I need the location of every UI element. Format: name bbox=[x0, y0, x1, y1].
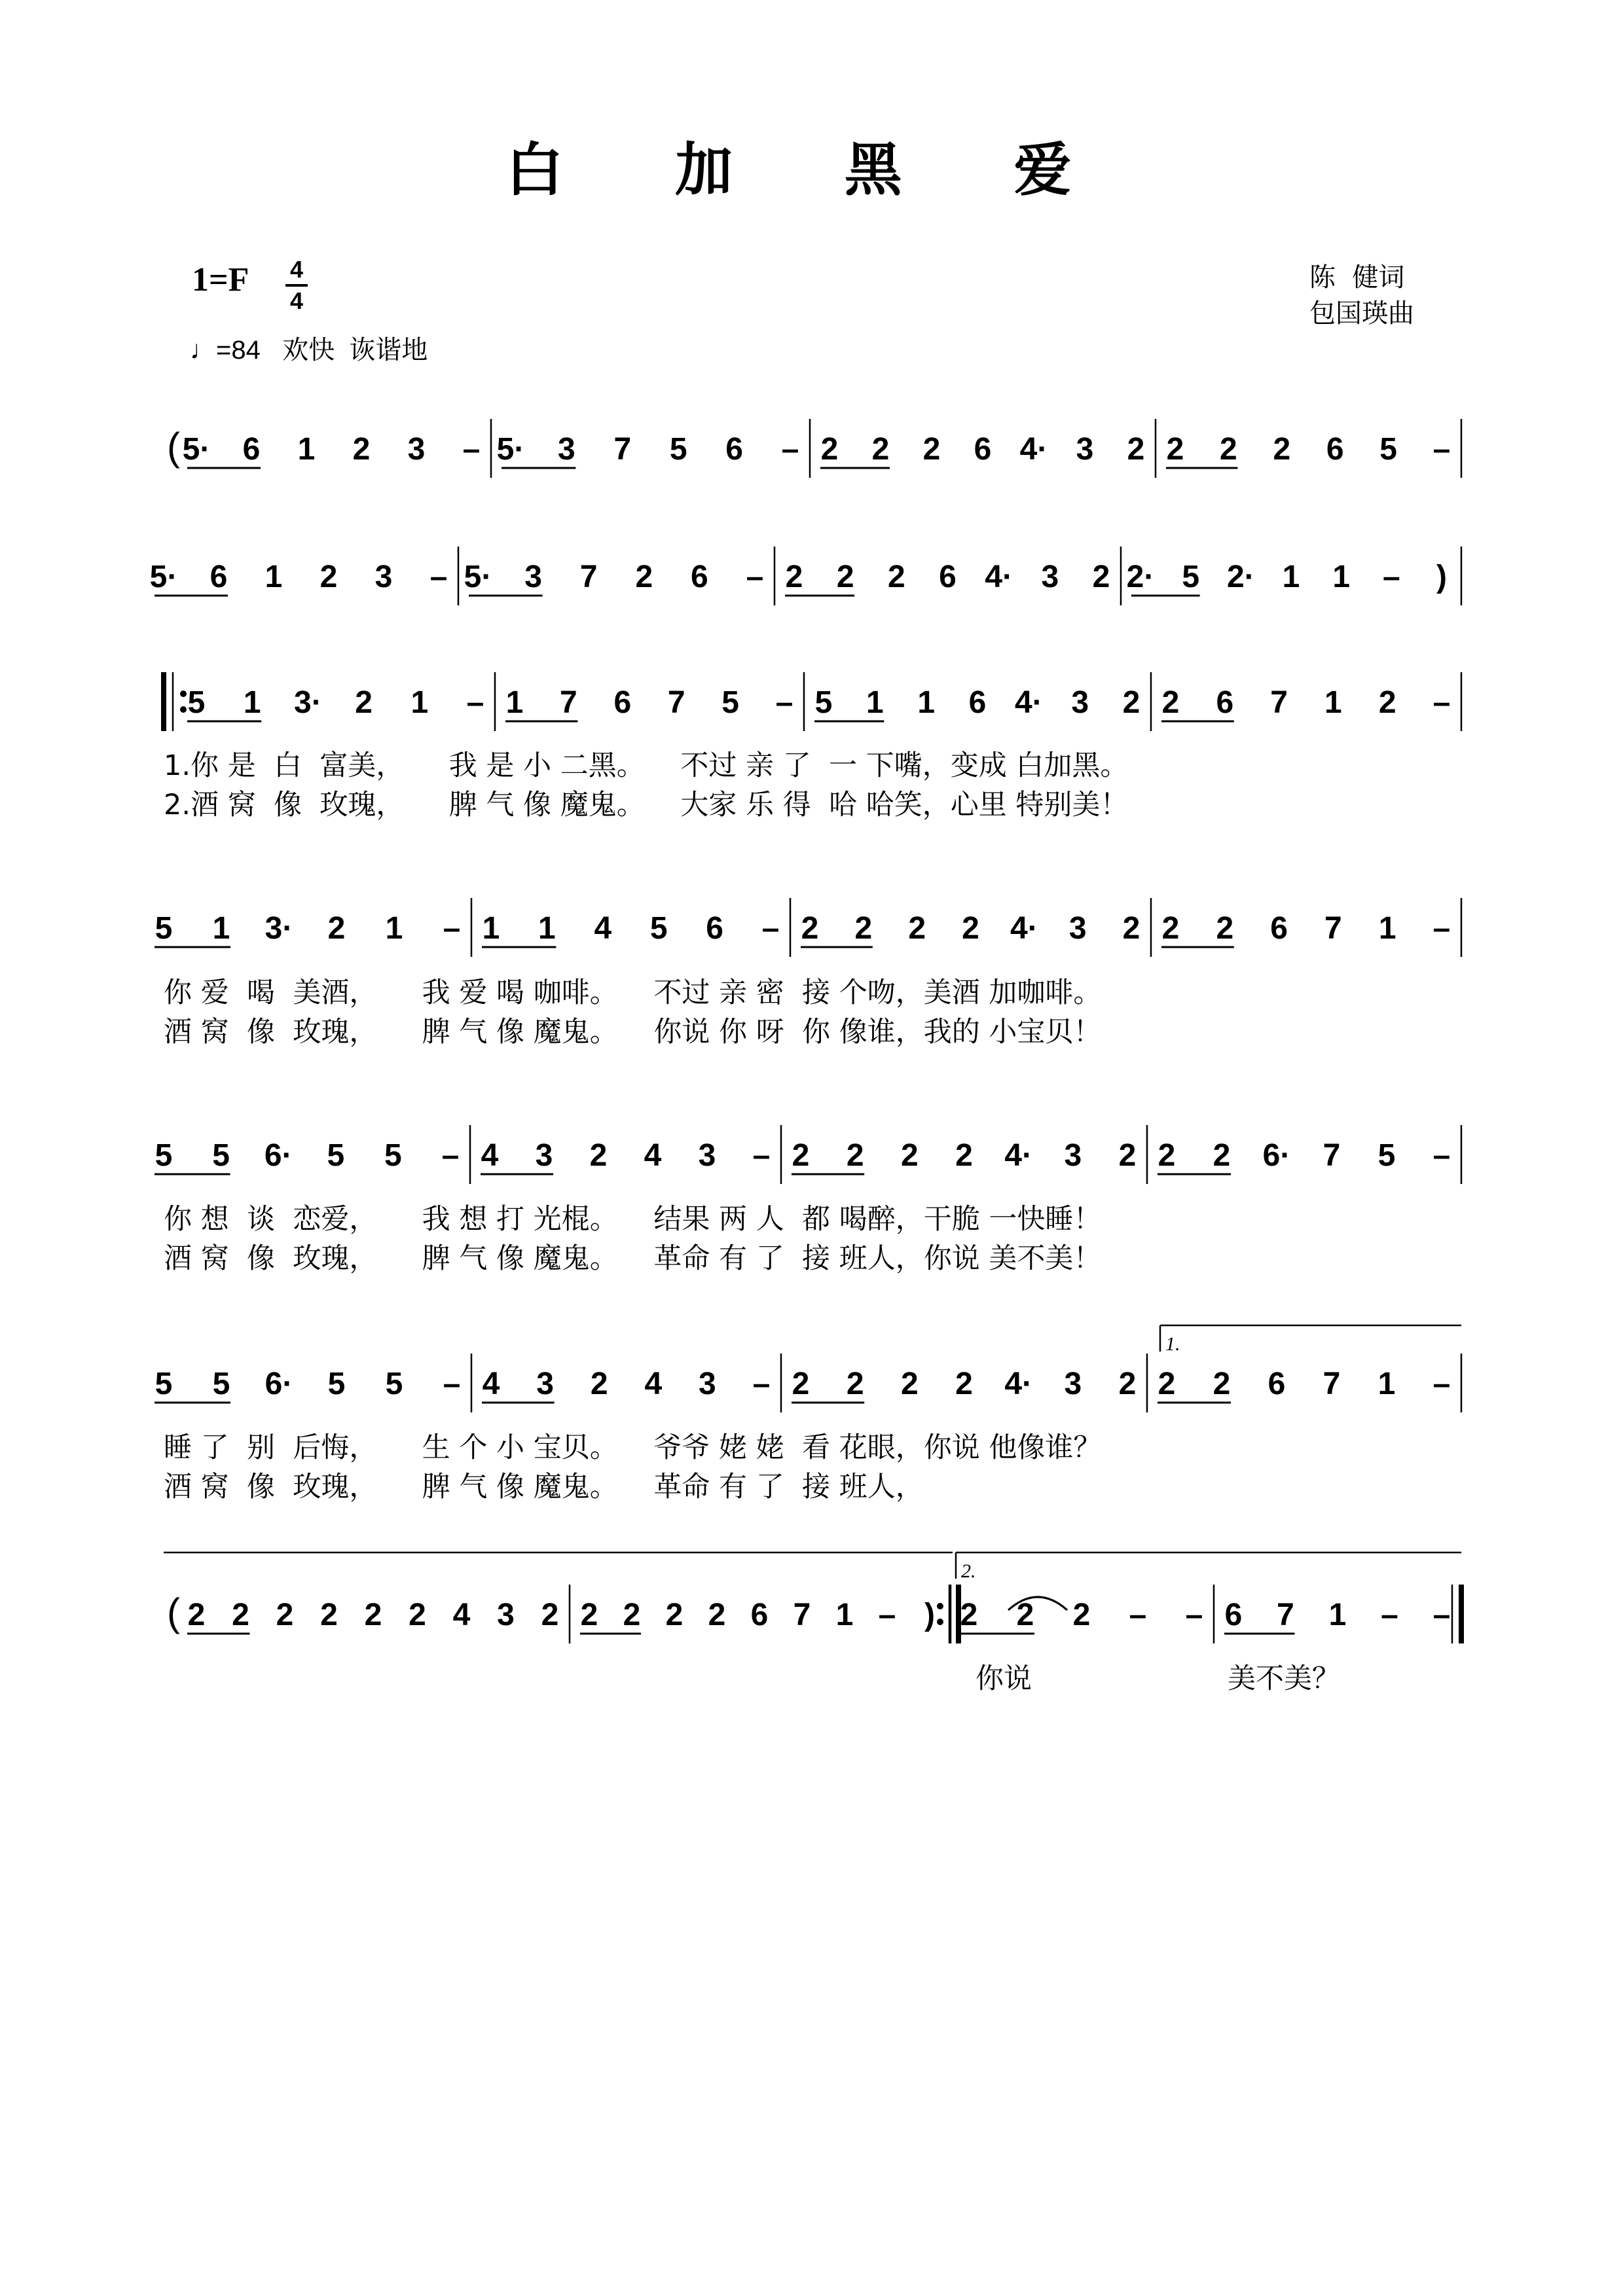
lyric-line: 美不美？ bbox=[1228, 1662, 1340, 1695]
note: 2 bbox=[955, 1367, 973, 1401]
note: 7 bbox=[1322, 1138, 1341, 1173]
note: – bbox=[1432, 432, 1451, 467]
note: 7 bbox=[1324, 911, 1342, 946]
lyric-line: 你 爱 喝 美酒， 我 爱 喝 咖啡。 不过 亲 密 接 个吻，美酒 加咖啡。 bbox=[164, 977, 1102, 1009]
note: 1 bbox=[264, 560, 283, 594]
lyric-line: 2.酒 窝 像 玫瑰， 脾 气 像 魔鬼。 大家 乐 得 哈 哈笑，心里 特别美！ bbox=[164, 789, 1129, 821]
note: 2 bbox=[232, 1598, 249, 1632]
note: 3 bbox=[1064, 1138, 1082, 1173]
open-parenthesis: ( bbox=[167, 1590, 180, 1634]
note: – bbox=[746, 560, 764, 594]
note: 6 bbox=[1270, 911, 1288, 946]
note: 3 bbox=[1041, 560, 1059, 594]
note: 2 bbox=[409, 1598, 426, 1632]
note: 3 bbox=[699, 1367, 716, 1401]
note: 2 bbox=[541, 1598, 559, 1632]
note: 1 bbox=[866, 685, 884, 720]
note: 1 bbox=[505, 685, 524, 720]
note: 7 bbox=[667, 685, 685, 720]
note: 2 bbox=[623, 1598, 641, 1632]
note: 6 bbox=[968, 685, 987, 720]
note: 2 bbox=[871, 432, 890, 467]
note: 4· bbox=[1004, 1138, 1033, 1173]
note: 1 bbox=[1324, 685, 1342, 720]
lyricist-credit: 陈 健词 bbox=[1309, 262, 1405, 293]
note: 5 bbox=[327, 1367, 346, 1401]
note: 2 bbox=[327, 911, 346, 946]
note: 2· bbox=[1126, 560, 1155, 594]
repeat-dot bbox=[937, 1619, 943, 1625]
note: 6 bbox=[939, 560, 957, 594]
note: 2 bbox=[1072, 1598, 1091, 1632]
note: 2 bbox=[887, 560, 905, 594]
note: 2 bbox=[1016, 1598, 1034, 1632]
note: ) bbox=[924, 1598, 935, 1632]
note: 7 bbox=[793, 1598, 811, 1632]
note: 3 bbox=[374, 560, 393, 594]
note: 2 bbox=[364, 1598, 382, 1632]
lyric-line: 酒 窝 像 玫瑰， 脾 气 像 魔鬼。 你说 你 呀 你 像谁，我的 小宝贝！ bbox=[164, 1016, 1102, 1049]
page-title: 白 加 黑 爱 bbox=[505, 135, 1118, 204]
note: 7 bbox=[579, 560, 598, 594]
note: – bbox=[752, 1367, 771, 1401]
note: 2 bbox=[955, 1138, 973, 1173]
note: 2 bbox=[1118, 1367, 1137, 1401]
note: 2 bbox=[1166, 432, 1184, 467]
volta-number: 2. bbox=[961, 1560, 976, 1582]
note: 3 bbox=[1064, 1367, 1082, 1401]
note: 3 bbox=[497, 1598, 515, 1632]
composer-credit: 包国瑛曲 bbox=[1309, 298, 1414, 329]
note: 3 bbox=[524, 560, 542, 594]
note: 3 bbox=[698, 1138, 716, 1173]
note: 5 bbox=[1379, 432, 1397, 467]
note: 4 bbox=[644, 1138, 662, 1173]
note: 2 bbox=[1118, 1138, 1137, 1173]
note: 6· bbox=[1262, 1138, 1291, 1173]
note: 3 bbox=[536, 1367, 554, 1401]
note: 5 bbox=[155, 1367, 173, 1401]
note: 2 bbox=[1161, 685, 1180, 720]
volta-number: 1. bbox=[1165, 1333, 1180, 1355]
note: – bbox=[429, 560, 448, 594]
note: 7 bbox=[560, 685, 577, 720]
note: – bbox=[1432, 1138, 1451, 1173]
note: 1 bbox=[212, 911, 230, 946]
note: 2 bbox=[1158, 1138, 1176, 1173]
note: 2 bbox=[922, 432, 941, 467]
note: 3 bbox=[558, 432, 575, 467]
note: 3· bbox=[264, 911, 293, 946]
note: 2 bbox=[590, 1367, 608, 1401]
note: 2 bbox=[1127, 432, 1145, 467]
note: 2 bbox=[580, 1598, 598, 1632]
key-signature: 1=F bbox=[192, 261, 249, 298]
note: 5 bbox=[155, 1138, 173, 1173]
note: – bbox=[1432, 1598, 1451, 1632]
note: 4· bbox=[1019, 432, 1048, 467]
note: 5 bbox=[669, 432, 687, 467]
note: 3 bbox=[1071, 685, 1089, 720]
lyric-line: 1.你 是 白 富美， 我 是 小 二黑。 不过 亲 了 一 下嘴，变成 白加黑。 bbox=[164, 749, 1129, 782]
note: 2 bbox=[355, 685, 373, 720]
note: 5· bbox=[182, 432, 211, 467]
note: 2 bbox=[836, 560, 854, 594]
note: 4· bbox=[1010, 911, 1038, 946]
note: 5 bbox=[1182, 560, 1200, 594]
note: – bbox=[1185, 1598, 1203, 1632]
note: 2 bbox=[320, 1598, 338, 1632]
note: 6· bbox=[264, 1367, 293, 1401]
note: 6 bbox=[1216, 685, 1234, 720]
note: – bbox=[1432, 685, 1451, 720]
note: 6 bbox=[242, 432, 261, 467]
note: – bbox=[761, 911, 780, 946]
note: 1 bbox=[1332, 560, 1351, 594]
note: 6 bbox=[974, 432, 992, 467]
note: 2 bbox=[908, 911, 926, 946]
note: 5 bbox=[385, 1367, 403, 1401]
note: 3 bbox=[535, 1138, 553, 1173]
note: 2 bbox=[1216, 911, 1234, 946]
note: – bbox=[752, 1138, 771, 1173]
note: 5 bbox=[327, 1138, 345, 1173]
note: 2 bbox=[1158, 1367, 1176, 1401]
note: 6 bbox=[706, 911, 723, 946]
note: 2 bbox=[960, 1598, 978, 1632]
note: 2 bbox=[665, 1598, 684, 1632]
note: 4 bbox=[644, 1367, 663, 1401]
note: 2 bbox=[319, 560, 338, 594]
note: 1 bbox=[410, 685, 429, 720]
open-parenthesis: ( bbox=[167, 425, 180, 469]
note: 2 bbox=[846, 1367, 864, 1401]
note: 6 bbox=[750, 1598, 769, 1632]
note: 7 bbox=[1322, 1367, 1341, 1401]
note: 5· bbox=[149, 560, 178, 594]
lyric-line: 酒 窝 像 玫瑰， 脾 气 像 魔鬼。 革命 有 了 接 班人，你说 美不美！ bbox=[164, 1242, 1102, 1275]
tempo-marking: ♩=84 欢快 诙谐地 bbox=[190, 336, 428, 365]
note: 5 bbox=[155, 911, 173, 946]
note: 5· bbox=[464, 560, 492, 594]
note: 5 bbox=[814, 685, 833, 720]
repeat-dot bbox=[180, 706, 187, 713]
note: 3· bbox=[294, 685, 322, 720]
note: 2 bbox=[1092, 560, 1110, 594]
note: 4· bbox=[985, 560, 1013, 594]
note: 7 bbox=[613, 432, 632, 467]
note: 2 bbox=[820, 432, 839, 467]
note: 5 bbox=[212, 1367, 230, 1401]
note: 4· bbox=[1014, 685, 1043, 720]
note: 2 bbox=[900, 1367, 919, 1401]
note: – bbox=[775, 685, 793, 720]
repeat-dot bbox=[937, 1603, 943, 1609]
note: 1 bbox=[1282, 560, 1300, 594]
note: 1 bbox=[482, 911, 500, 946]
note: 6 bbox=[691, 560, 708, 594]
note: – bbox=[443, 911, 461, 946]
note: 2· bbox=[1226, 560, 1255, 594]
note: 1 bbox=[297, 432, 316, 467]
note: 2 bbox=[1273, 432, 1291, 467]
note: 2 bbox=[846, 1138, 864, 1173]
note: ) bbox=[1436, 560, 1447, 594]
time-signature-bottom: 4 bbox=[289, 287, 304, 314]
note: 2 bbox=[276, 1598, 294, 1632]
time-signature-top: 4 bbox=[289, 256, 304, 283]
note: 5 bbox=[1377, 1138, 1396, 1173]
note: – bbox=[441, 1138, 460, 1173]
note: 6 bbox=[725, 432, 743, 467]
note: 2 bbox=[1161, 911, 1180, 946]
lyric-line: 睡 了 别 后悔， 生 个 小 宝贝。 爷爷 姥 姥 看 花眼，你说 他像谁？ bbox=[164, 1431, 1102, 1464]
note: 2 bbox=[635, 560, 653, 594]
note: – bbox=[466, 685, 484, 720]
note: 6 bbox=[210, 560, 228, 594]
note: 5 bbox=[384, 1138, 402, 1173]
note: 3 bbox=[1068, 911, 1087, 946]
note: 1 bbox=[243, 685, 261, 720]
note: 6 bbox=[1326, 432, 1344, 467]
note: 5 bbox=[212, 1138, 230, 1173]
note: – bbox=[1382, 560, 1400, 594]
note: 4 bbox=[452, 1598, 471, 1632]
note: 1 bbox=[835, 1598, 854, 1632]
note: – bbox=[462, 432, 481, 467]
note: 2 bbox=[1213, 1138, 1231, 1173]
note: 2 bbox=[352, 432, 371, 467]
note: 3 bbox=[407, 432, 426, 467]
note: 1 bbox=[1378, 911, 1396, 946]
note: – bbox=[1381, 1598, 1398, 1632]
note: 4· bbox=[1004, 1367, 1033, 1401]
note: 7 bbox=[1270, 685, 1288, 720]
note: – bbox=[781, 432, 799, 467]
note: 5· bbox=[496, 432, 525, 467]
note: 6 bbox=[1267, 1367, 1286, 1401]
note: 3 bbox=[1076, 432, 1094, 467]
note: 6· bbox=[264, 1138, 293, 1173]
lyric-line: 酒 窝 像 玫瑰， 脾 气 像 魔鬼。 革命 有 了 接 班人， bbox=[164, 1471, 924, 1503]
note: 2 bbox=[187, 1598, 206, 1632]
note: 5 bbox=[721, 685, 739, 720]
lyric-line: 你 想 谈 恋爱， 我 想 打 光棍。 结果 两 人 都 喝醉，干脆 一快睡！ bbox=[164, 1203, 1102, 1236]
note: 2 bbox=[785, 560, 803, 594]
note: 1 bbox=[385, 911, 403, 946]
note: 2 bbox=[792, 1138, 810, 1173]
note: – bbox=[1129, 1598, 1147, 1632]
note: 1 bbox=[1377, 1367, 1396, 1401]
note: 5 bbox=[187, 685, 206, 720]
note: 5 bbox=[649, 911, 668, 946]
note: – bbox=[1432, 911, 1451, 946]
note: 2 bbox=[1122, 911, 1140, 946]
note: 2 bbox=[1122, 685, 1140, 720]
note: 2 bbox=[1378, 685, 1396, 720]
note: 4 bbox=[482, 1367, 500, 1401]
note: 4 bbox=[594, 911, 612, 946]
note: 2 bbox=[900, 1138, 919, 1173]
note: – bbox=[443, 1367, 461, 1401]
repeat-dot bbox=[180, 691, 187, 697]
note: 2 bbox=[708, 1598, 726, 1632]
note: 2 bbox=[792, 1367, 810, 1401]
note: – bbox=[1432, 1367, 1451, 1401]
note: 2 bbox=[854, 911, 873, 946]
note: 2 bbox=[589, 1138, 608, 1173]
note: 4 bbox=[481, 1138, 499, 1173]
note: 1 bbox=[1328, 1598, 1347, 1632]
note: 2 bbox=[1220, 432, 1237, 467]
note: – bbox=[878, 1598, 896, 1632]
note: 1 bbox=[917, 685, 936, 720]
note: 1 bbox=[538, 911, 556, 946]
lyric-line: 你说 bbox=[976, 1662, 1032, 1695]
note: 2 bbox=[962, 911, 979, 946]
note: 6 bbox=[613, 685, 632, 720]
note: 2 bbox=[1213, 1367, 1231, 1401]
note: 7 bbox=[1277, 1598, 1294, 1632]
note: 2 bbox=[801, 911, 819, 946]
note: 6 bbox=[1224, 1598, 1243, 1632]
